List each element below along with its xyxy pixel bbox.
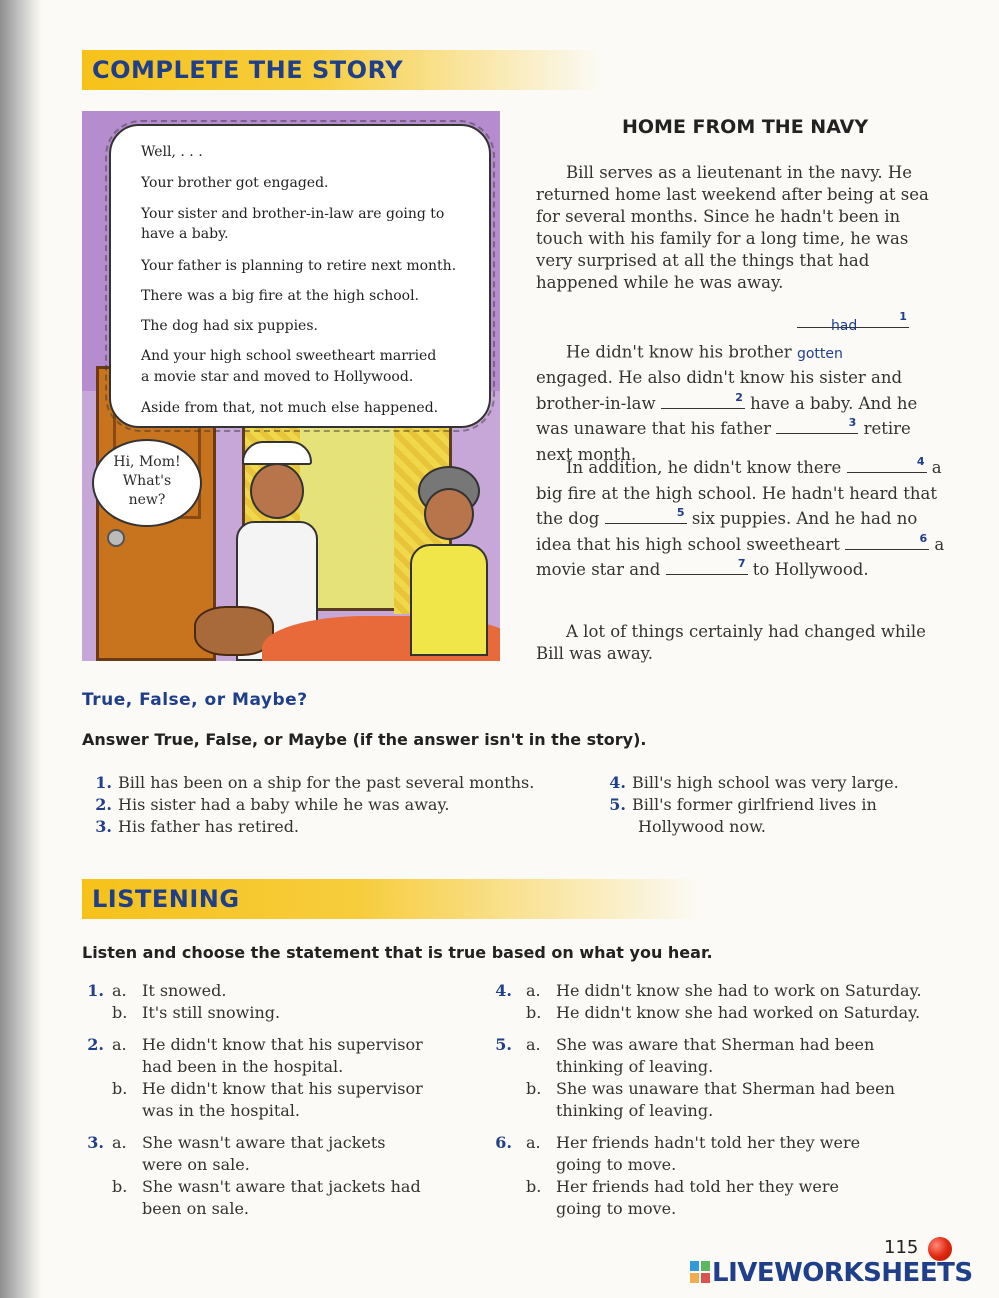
item-text: Bill's former girlfriend lives in xyxy=(632,795,877,814)
item-number: 4. xyxy=(495,981,512,1000)
option-a-text[interactable]: It snowed. xyxy=(142,981,227,1000)
story-text: to Hollywood. xyxy=(752,560,869,579)
tfm-heading: True, False, or Maybe? xyxy=(82,690,308,710)
option-b-text-continued[interactable]: been on sale. xyxy=(142,1199,250,1218)
option-a-text[interactable]: She was aware that Sherman had been xyxy=(556,1035,875,1054)
option-a-text[interactable]: Her friends hadn't told her they were xyxy=(556,1133,861,1152)
item-number: 4. xyxy=(609,773,626,792)
tfm-item-continued: Hollywood now. xyxy=(638,817,766,836)
story-text: He didn't know his brother xyxy=(566,342,792,362)
story-text: In addition, he didn't know there xyxy=(566,458,842,477)
option-b-text[interactable]: It's still snowing. xyxy=(142,1003,281,1022)
complete-the-story-banner: COMPLETE THE STORY xyxy=(82,50,602,90)
option-a-label: a. xyxy=(526,981,541,1000)
option-b-text[interactable]: He didn't know she had worked on Saturday. xyxy=(556,1003,921,1022)
blank-7[interactable] xyxy=(666,559,748,575)
blank-6[interactable] xyxy=(845,531,929,550)
listening-item-3 xyxy=(82,1132,482,1220)
option-a-text[interactable]: He didn't know she had to work on Saturday. xyxy=(556,981,922,1000)
bubble-line: Well, . . . xyxy=(141,144,203,160)
door-knob xyxy=(107,529,125,547)
liveworksheets-icon xyxy=(690,1261,710,1283)
bubble-line: Your brother got engaged. xyxy=(141,175,329,191)
bubble-line: The dog had six puppies. xyxy=(141,318,318,334)
bubble-line: Your father is planning to retire next month. xyxy=(141,258,457,274)
bubble-line: a movie star and moved to Hollywood. xyxy=(141,369,414,385)
option-b-label: b. xyxy=(526,1003,542,1022)
item-text: Bill has been on a ship for the past several months. xyxy=(118,773,535,792)
option-a-label: a. xyxy=(526,1035,541,1054)
option-b-label: b. xyxy=(526,1079,542,1098)
officer-speech-bubble xyxy=(92,439,202,527)
option-b-label: b. xyxy=(112,1177,128,1196)
bubble-line: Your sister and brother-in-law are going to xyxy=(141,206,445,222)
bubble-line: have a baby. xyxy=(141,226,229,242)
item-number: 3. xyxy=(95,817,112,836)
option-b-label: b. xyxy=(112,1003,128,1022)
tfm-instruction: Answer True, False, or Maybe (if the answer isn't in the story). xyxy=(82,730,647,749)
option-b-text[interactable]: She wasn't aware that jackets had xyxy=(142,1177,421,1196)
listening-item-5 xyxy=(490,1034,960,1122)
option-a-text[interactable]: She wasn't aware that jackets xyxy=(142,1133,386,1152)
blank-number: 2 xyxy=(735,390,743,404)
story-paragraph-3 xyxy=(536,455,946,583)
blank-number: 5 xyxy=(676,506,685,519)
option-b-text[interactable]: He didn't know that his supervisor xyxy=(142,1079,423,1098)
mother-figure xyxy=(410,466,490,656)
blank-number: 3 xyxy=(848,416,857,429)
item-text: His sister had a baby while he was away. xyxy=(118,795,450,814)
item-text: Bill's high school was very large. xyxy=(632,773,899,792)
option-a-label: a. xyxy=(112,1133,127,1152)
mother-body xyxy=(410,544,488,656)
tfm-item xyxy=(596,794,877,816)
story-paragraph-4: A lot of things certainly had changed while Bill was away. xyxy=(536,622,926,663)
blank-number: 6 xyxy=(919,531,928,545)
story-paragraph-1: Bill serves as a lieutenant in the navy. He returned home last weekend after being at sea for several months. Since he hadn't been in touch with his family for a long time, he was very surprised at all the things that had happened while he was away. xyxy=(536,163,929,292)
item-number: 1. xyxy=(95,773,112,792)
bubble-line: Aside from that, not much else happened. xyxy=(141,400,439,416)
option-b-text-continued[interactable]: going to move. xyxy=(556,1199,677,1218)
option-a-text-continued[interactable]: thinking of leaving. xyxy=(556,1057,714,1076)
item-number: 2. xyxy=(87,1035,104,1054)
bubble-line: Hi, Mom! xyxy=(113,454,181,470)
option-a-text[interactable]: He didn't know that his supervisor xyxy=(142,1035,423,1054)
story-text: six puppies. And he had no idea that his high school sweetheart xyxy=(536,509,918,554)
officer-head xyxy=(250,463,304,519)
story-text: a movie star and xyxy=(536,534,945,579)
listening-item-4 xyxy=(490,980,960,1024)
page-number: 115 xyxy=(884,1237,919,1258)
story-text: retire next month. xyxy=(536,419,911,464)
listening-banner: LISTENING xyxy=(82,879,702,919)
blank-3[interactable] xyxy=(776,418,858,434)
option-a-text-continued[interactable]: going to move. xyxy=(556,1155,677,1174)
liveworksheets-logo xyxy=(690,1258,990,1290)
option-a-label: a. xyxy=(112,1035,127,1054)
answer-1: had gotten xyxy=(796,318,858,362)
option-a-text-continued[interactable]: had been in the hospital. xyxy=(142,1057,344,1076)
logo-text: LIVEWORKSHEETS xyxy=(712,1258,973,1288)
blank-2[interactable] xyxy=(661,390,745,409)
option-a-label: a. xyxy=(112,981,127,1000)
story-text: have a baby. And he was unaware that his father xyxy=(536,393,918,438)
item-number: 1. xyxy=(87,981,104,1000)
option-a-text-continued[interactable]: were on sale. xyxy=(142,1155,250,1174)
option-b-label: b. xyxy=(112,1079,128,1098)
tfm-item xyxy=(596,772,899,794)
tfm-item xyxy=(82,794,449,816)
blank-1[interactable] xyxy=(796,310,909,362)
option-b-text[interactable]: Her friends had told her they were xyxy=(556,1177,839,1196)
story-text: engaged. He also didn't know his sister and brother-in-law xyxy=(536,368,903,413)
tfm-item xyxy=(82,816,299,838)
item-number: 6. xyxy=(495,1133,512,1152)
blank-number: 1 xyxy=(899,310,907,323)
book-spine-shadow xyxy=(0,0,42,1298)
story-title: HOME FROM THE NAVY xyxy=(622,116,869,138)
option-b-text-continued[interactable]: was in the hospital. xyxy=(142,1101,301,1120)
bubble-line: What's xyxy=(122,473,172,489)
bubble-line: There was a big fire at the high school. xyxy=(141,288,419,304)
blank-4[interactable] xyxy=(847,457,927,473)
blank-5[interactable] xyxy=(605,508,687,524)
story-text: a big fire at the high school. He hadn't heard that the dog xyxy=(536,458,942,528)
item-text: His father has retired. xyxy=(118,817,300,836)
story-paragraph-2 xyxy=(536,312,946,467)
officer-cap xyxy=(242,441,312,465)
option-b-text[interactable]: She was unaware that Sherman had been xyxy=(556,1079,895,1098)
listening-item-6 xyxy=(490,1132,960,1220)
item-number: 2. xyxy=(95,795,112,814)
bubble-line: new? xyxy=(128,492,166,508)
option-b-label: b. xyxy=(526,1177,542,1196)
bubble-line: And your high school sweetheart married xyxy=(141,348,437,364)
tfm-item xyxy=(82,772,534,794)
blank-number: 4 xyxy=(916,455,925,468)
listening-item-1 xyxy=(82,980,482,1024)
mother-head xyxy=(424,488,474,540)
listening-instruction: Listen and choose the statement that is true based on what you hear. xyxy=(82,943,713,962)
listening-item-2 xyxy=(82,1034,482,1122)
mother-speech-bubble xyxy=(109,124,491,428)
item-number: 5. xyxy=(495,1035,512,1054)
item-number: 5. xyxy=(609,795,626,814)
option-b-text-continued[interactable]: thinking of leaving. xyxy=(556,1101,714,1120)
blank-number: 7 xyxy=(737,557,746,570)
item-number: 3. xyxy=(87,1133,104,1152)
option-a-label: a. xyxy=(526,1133,541,1152)
